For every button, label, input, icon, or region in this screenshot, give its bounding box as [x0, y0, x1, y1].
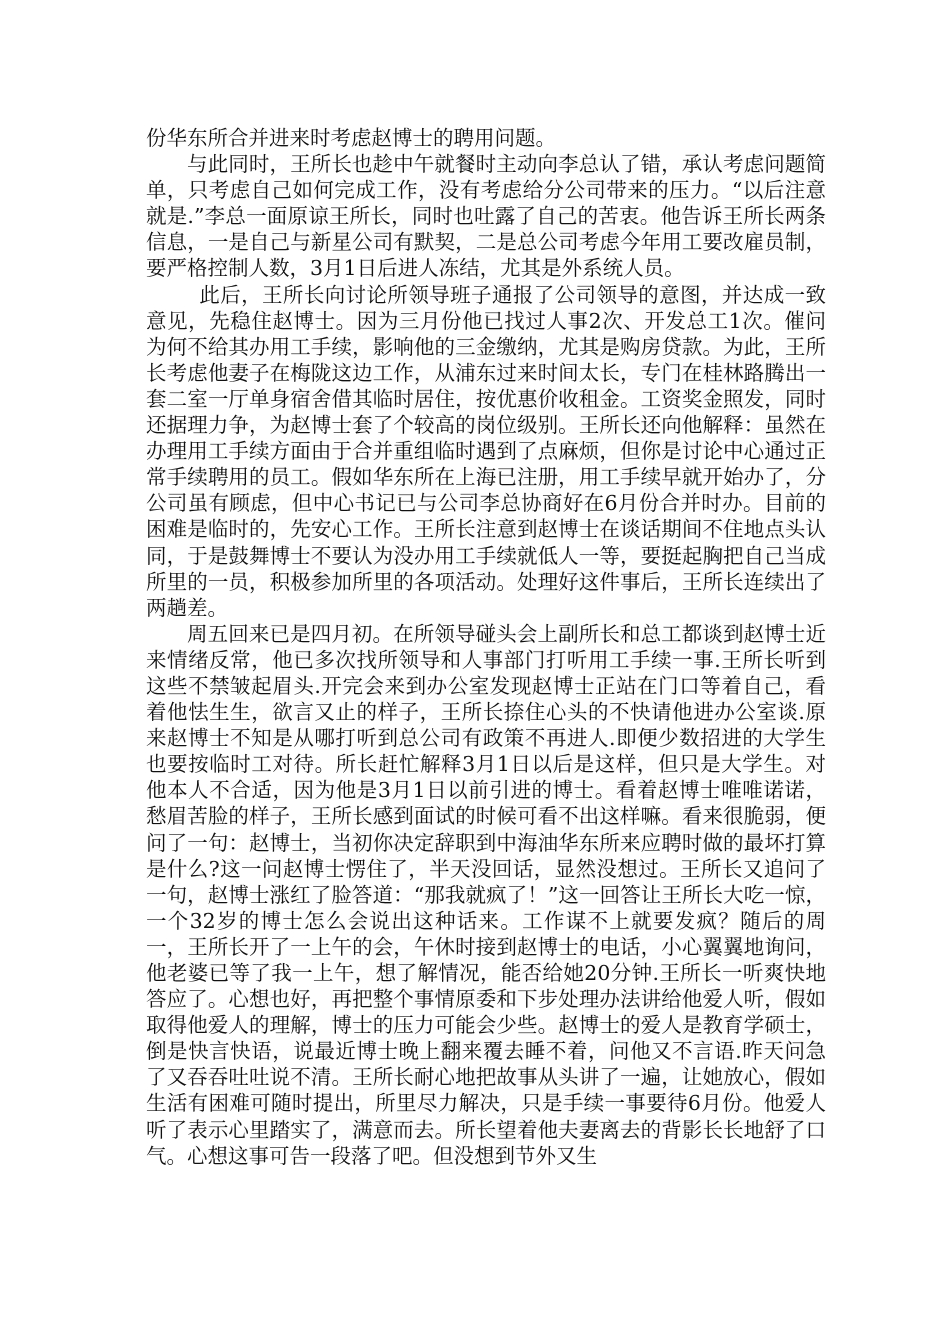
paragraph-friday-return: 周五回来已是四月初。在所领导碰头会上副所长和总工都谈到赵博士近来情绪反常，他已多次找所领导和人事部门打听用工手续一事.王所长听到这些不禁皱起眉头.开完会来到办公室发现赵博士正站在门口等着自己，看着他怯生生，欲言又止的样子，王所长捺住心头的不快请他进办公室谈.原来赵博士不知是从哪打听到总公司有政策不再进人.即便少数招进的大学生也要按临时工对待。所长赶忙解释3月1日以后是这样，但只是大学生。对他本人不合适，因为他是3月1日以前引进的博士。看着赵博士唯唯诺诺，愁眉苦脸的样子，王所长感到面试的时候可看不出这样嘛。看来很脆弱，便问了一句：赵博士，当初你决定辞职到中海油华东所来应聘时做的最坏打算是什么?这一问赵博士愣住了，半天没回话，显然没想过。王所长又追问了一句，赵博士涨红了脸答道：“那我就疯了！”这一回答让王所长大吃一惊，一个32岁的博士怎么会说出这种话来。工作谋不上就要发疯？随后的周一，王所长开了一上午的会，午休时接到赵博士的电话，小心翼翼地询问，他老婆已等了我一上午，想了解情况，能否给她20分钟.王所长一听爽快地答应了。心想也好，再把整个事情原委和下步处理办法讲给他爱人听，假如取得他爱人的理解，博士的压力可能会少些。赵博士的爱人是教育学硕士，倒是快言快语，说最近博士晚上翻来覆去睡不着，问他又不言语.昨天问急了又吞吞吐吐说不清。王所长耐心地把故事从头讲了一遍，让她放心，假如生活有困难可随时提出，所里尽力解决，只是手续一事要待6月份。他爱人听了表示心里踏实了，满意而去。所长望着他夫妻离去的背影长长地舒了口气。心想这事可告一段落了吧。但没想到节外又生 [146, 621, 826, 1168]
paragraph-continuation: 份华东所合并进来时考虑赵博士的聘用问题。 [146, 126, 556, 150]
paragraph-reassurance: 此后，王所长向讨论所领导班子通报了公司领导的意图，并达成一致意见，先稳住赵博士。因为三月份他已找过人事2次、开发总工1次。催问为何不给其办用工手续，影响他的三金缴纳，尤其是购房贷款。为此，王所长考虑他妻子在梅陇这边工作，从浦东过来时间太长，专门在桂林路腾出一套二室一厅单身宿舍借其临时居住，按优惠价收租金。工资奖金照发，同时还据理力争，为赵博士套了个较高的岗位级别。王所长还向他解释：虽然在办理用工手续方面由于合并重组临时遇到了点麻烦，但你是讨论中心通过正常手续聘用的员工。假如华东所在上海已注册，用工手续早就开始办了，分公司虽有顾虑，但中心书记已与公司李总协商好在6月份合并时办。目前的困难是临时的，先安心工作。王所长注意到赵博士在谈话期间不住地点头认同，于是鼓舞博士不要认为没办用工手续就低人一等，要挺起胸把自己当成所里的一员，积极参加所里的各项活动。处理好这件事后，王所长连续出了两趟差。 [146, 282, 826, 620]
body-text [146, 125, 826, 1169]
paragraph-apology: 与此同时，王所长也趁中午就餐时主动向李总认了错，承认考虑问题简单，只考虑自己如何完成工作，没有考虑给分公司带来的压力。“以后注意就是.”李总一面原谅王所长，同时也吐露了自己的苦衷。他告诉王所长两条信息，一是自己与新星公司有默契，二是总公司考虑今年用工要改雇员制，要严格控制人数，3月1日后进人冻结，尤其是外系统人员。 [146, 152, 826, 281]
